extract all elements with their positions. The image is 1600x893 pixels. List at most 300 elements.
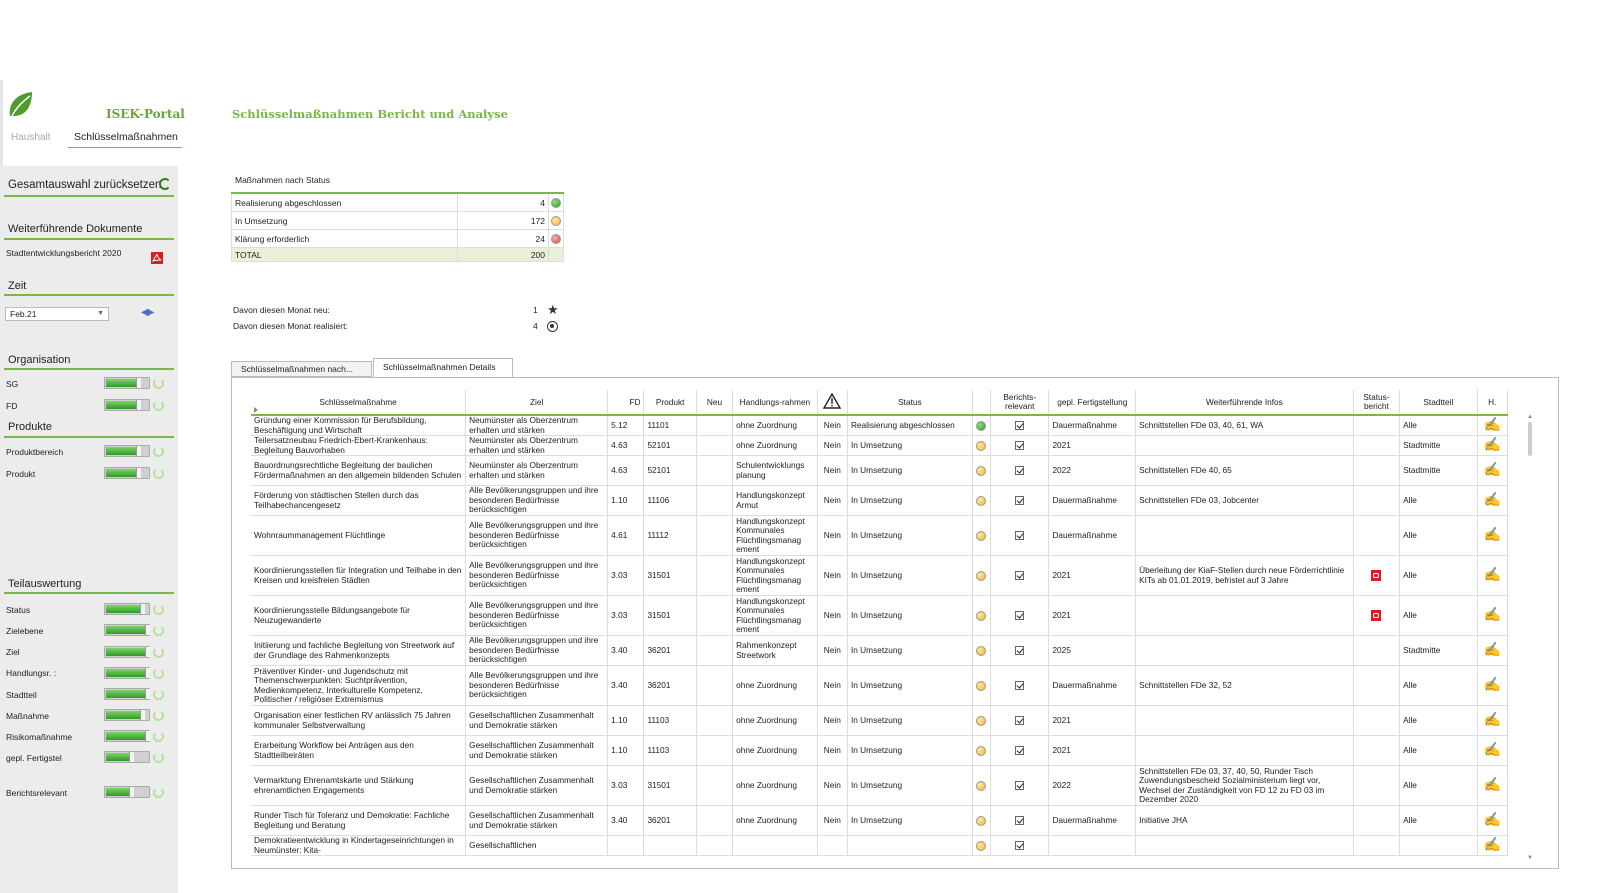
cell-edit — [1477, 836, 1507, 856]
filter-label-stadtteil: Stadtteil — [6, 690, 37, 700]
slider-fill — [106, 690, 148, 698]
col-header[interactable]: Berichts-relevant — [991, 390, 1049, 415]
cell-neu — [696, 436, 732, 456]
tab-nach[interactable]: Schlüsselmaßnahmen nach... — [231, 361, 372, 377]
table-row[interactable] — [251, 766, 1508, 806]
cell-ziel: Alle Bevölkerungsgruppen und ihre besonderen Bedürfnisse berücksichtigen — [466, 666, 608, 706]
status-red-icon — [551, 234, 561, 244]
scroll-down-icon[interactable]: ▼ — [1527, 855, 1533, 861]
slider-handle[interactable] — [145, 625, 150, 635]
cell-infos: Schnittstellen FDe 40, 65 — [1136, 456, 1354, 486]
cell-berichtsrelevant — [991, 486, 1049, 516]
slider-handle[interactable] — [140, 710, 145, 720]
cell-status-dot — [972, 636, 990, 666]
table-row[interactable] — [251, 806, 1508, 836]
filter-slider[interactable] — [104, 751, 150, 763]
col-header[interactable]: Schlüsselmaßnahme — [251, 390, 466, 415]
cell-fertigstellung: Dauermaßnahme — [1049, 666, 1136, 706]
cell-fertigstellung: 2021 — [1049, 556, 1136, 596]
berichtsrelevant-checkbox[interactable] — [1015, 611, 1024, 620]
cell-infos — [1136, 636, 1354, 666]
cell-fd — [608, 836, 644, 856]
cell-ziel: Neumünster als Oberzentrum erhalten und stärken — [466, 456, 608, 486]
monthly-realized-row — [233, 321, 563, 337]
cell-stadtteil: Alle — [1400, 666, 1478, 706]
status-dot-icon — [976, 441, 986, 451]
slider-handle[interactable] — [129, 752, 134, 762]
reset-filter-icon[interactable] — [153, 787, 164, 798]
edit-signature-icon[interactable]: ✍ — [1483, 565, 1502, 582]
cell-handlungsrahmen: ohne Zuordnung — [733, 436, 818, 456]
cell-ziel: Gesellschaftlichen — [466, 836, 608, 856]
cell-massnahme: Gründung einer Kommission für Berufsbildung, Beschäftigung und Wirtschaft — [251, 415, 466, 436]
cell-neu — [696, 706, 732, 736]
cell-fd: 3.40 — [608, 806, 644, 836]
cell-fertigstellung — [1049, 836, 1136, 856]
cell-handlungsrahmen: ohne Zuordnung — [733, 766, 818, 806]
cell-produkt: 31501 — [644, 596, 696, 636]
cell-handlungsrahmen: Handlungskonzept Armut — [733, 486, 818, 516]
cell-berichtsrelevant — [991, 666, 1049, 706]
table-row[interactable] — [251, 456, 1508, 486]
cell-fd: 1.10 — [608, 486, 644, 516]
zeit-select[interactable] — [5, 307, 109, 321]
col-header[interactable]: gepl. Fertigstellung — [1049, 390, 1136, 415]
docs-heading: Weiterführende Dokumente — [8, 223, 143, 235]
status-dot-icon — [976, 746, 986, 756]
berichtsrelevant-checkbox[interactable] — [1015, 496, 1024, 505]
cell-fertigstellung: 2021 — [1049, 706, 1136, 736]
col-header[interactable]: Status-bericht — [1353, 390, 1399, 415]
edit-signature-icon[interactable]: ✍ — [1483, 525, 1502, 542]
cell-fertigstellung: 2021 — [1049, 436, 1136, 456]
edit-signature-icon[interactable]: ✍ — [1483, 740, 1502, 757]
cell-edit — [1477, 556, 1507, 596]
cell-ziel: Gesellschaftlichen Zusammenhalt und Demokratie stärken — [466, 766, 608, 806]
cell-status-dot — [972, 456, 990, 486]
berichtsrelevant-checkbox[interactable] — [1015, 716, 1024, 725]
filter-slider[interactable] — [104, 445, 150, 457]
cell-berichtsrelevant — [991, 766, 1049, 806]
edit-signature-icon[interactable]: ✍ — [1483, 675, 1502, 692]
slider-handle[interactable] — [145, 668, 150, 678]
cell-infos: Schnittstellen FDe 03, 40, 61, WA — [1136, 415, 1354, 436]
reset-filter-icon[interactable] — [153, 752, 164, 763]
cell-fd: 3.03 — [608, 766, 644, 806]
cell-edit — [1477, 706, 1507, 736]
monthly-new-value: 1 — [533, 305, 538, 315]
status-row[interactable] — [232, 230, 564, 248]
cell-neu-flag: Nein — [817, 666, 847, 706]
cell-status: In Umsetzung — [847, 766, 972, 806]
berichtsrelevant-checkbox[interactable] — [1015, 781, 1024, 790]
cell-edit — [1477, 486, 1507, 516]
cell-neu — [696, 415, 732, 436]
pdf-icon[interactable] — [1371, 610, 1381, 621]
cell-status: Realisierung abgeschlossen — [847, 415, 972, 436]
status-dot-icon — [976, 681, 986, 691]
cell-edit — [1477, 736, 1507, 766]
edit-signature-icon[interactable]: ✍ — [1483, 710, 1502, 727]
cell-status-dot — [972, 556, 990, 596]
cell-stadtteil: Alle — [1400, 486, 1478, 516]
slider-fill — [106, 379, 139, 387]
table-row[interactable] — [251, 486, 1508, 516]
cell-infos — [1136, 736, 1354, 766]
cell-neu-flag: Nein — [817, 636, 847, 666]
scrollbar-thumb[interactable] — [1528, 422, 1532, 456]
filter-slider[interactable] — [104, 730, 150, 742]
cell-neu — [696, 486, 732, 516]
filter-sidebar — [0, 166, 178, 893]
col-header[interactable]: FD — [608, 390, 644, 415]
edit-signature-icon[interactable]: ✍ — [1483, 490, 1502, 507]
berichtsrelevant-checkbox[interactable] — [1015, 441, 1024, 450]
cell-infos: Schnittstellen FDe 03, Jobcenter — [1136, 486, 1354, 516]
cell-massnahme: Bauordnungsrechtliche Begleitung der baulichen Fördermaßnahmen an den allgemein bildenden Schulen — [251, 456, 466, 486]
cell-neu-flag: Nein — [817, 596, 847, 636]
pdf-icon[interactable] — [151, 252, 163, 264]
status-dot-icon — [976, 816, 986, 826]
cell-stadtteil: Alle — [1400, 736, 1478, 766]
edit-signature-icon[interactable]: ✍ — [1483, 435, 1502, 452]
status-row[interactable] — [232, 212, 564, 230]
col-header[interactable]: Ziel — [466, 390, 608, 415]
berichtsrelevant-checkbox[interactable] — [1015, 841, 1024, 850]
details-table — [251, 390, 1508, 856]
reset-filter-icon[interactable] — [153, 647, 164, 658]
filter-label-sg: SG — [6, 379, 19, 389]
status-label: Realisierung abgeschlossen — [232, 193, 458, 212]
filter-label-produkt: Produkt — [6, 469, 36, 479]
cell-status-dot — [972, 806, 990, 836]
berichtsrelevant-checkbox[interactable] — [1015, 571, 1024, 580]
cell-status: In Umsetzung — [847, 596, 972, 636]
cell-statusbericht — [1353, 806, 1399, 836]
filter-label-berichtsrelevant: Berichtsrelevant — [6, 788, 67, 798]
cell-produkt: 11103 — [644, 736, 696, 766]
cell-produkt: 11106 — [644, 486, 696, 516]
col-header[interactable]: Handlungs-rahmen — [733, 390, 818, 415]
zeit-select-value: Feb.21 — [10, 309, 37, 319]
cell-status — [847, 836, 972, 856]
edit-signature-icon[interactable]: ✍ — [1483, 605, 1502, 622]
table-row[interactable] — [251, 836, 1508, 856]
slider-handle[interactable] — [145, 689, 150, 699]
reset-icon[interactable] — [159, 178, 171, 190]
cell-fertigstellung: Dauermaßnahme — [1049, 806, 1136, 836]
cell-handlungsrahmen — [733, 836, 818, 856]
col-header[interactable]: Weiterführende Infos — [1136, 390, 1354, 415]
cell-statusbericht — [1353, 596, 1399, 636]
total-label: TOTAL — [232, 248, 458, 262]
cell-massnahme: Runder Tisch für Toleranz und Demokratie: Fachliche Begleitung und Beratung — [251, 806, 466, 836]
nav-haushalt[interactable]: Haushalt — [11, 132, 51, 143]
filter-slider[interactable] — [104, 786, 150, 798]
cell-edit — [1477, 456, 1507, 486]
slider-handle[interactable] — [145, 647, 150, 657]
status-summary-title: Maßnahmen nach Status — [235, 175, 330, 185]
status-dot-icon — [976, 716, 986, 726]
slider-handle[interactable] — [129, 787, 134, 797]
table-row[interactable] — [251, 736, 1508, 766]
cell-fd: 3.40 — [608, 666, 644, 706]
cell-status-dot — [972, 836, 990, 856]
cell-status: In Umsetzung — [847, 436, 972, 456]
cell-fd: 3.03 — [608, 556, 644, 596]
org-heading: Organisation — [8, 354, 71, 366]
cell-fertigstellung: 2025 — [1049, 636, 1136, 666]
filter-label-status: Status — [6, 605, 31, 615]
cell-handlungsrahmen: ohne Zuordnung — [733, 415, 818, 436]
cell-berichtsrelevant — [991, 706, 1049, 736]
cell-massnahme: Erarbeitung Workflow bei Anträgen aus den Stadtteilbeiräten — [251, 736, 466, 766]
cell-status-dot — [972, 415, 990, 436]
col-header[interactable]: H. — [1477, 390, 1507, 415]
tab-details[interactable]: Schlüsselmaßnahmen Details — [373, 358, 513, 378]
status-dot-icon — [976, 611, 986, 621]
table-scrollbar[interactable] — [1527, 414, 1533, 861]
cell-status-dot — [972, 596, 990, 636]
cell-infos: Überleitung der KiaF-Stellen durch neue Förderrichtlinie KITs ab 01.01.2019, befristet auf 3 Jahre — [1136, 556, 1354, 596]
cell-neu — [696, 456, 732, 486]
cell-neu-flag: Nein — [817, 806, 847, 836]
monthly-new-label: Davon diesen Monat neu: — [233, 305, 330, 315]
reset-filter-icon[interactable] — [153, 378, 164, 389]
cell-handlungsrahmen: ohne Zuordnung — [733, 736, 818, 766]
edit-signature-icon[interactable]: ✍ — [1483, 775, 1502, 792]
filter-slider[interactable] — [104, 399, 150, 411]
monthly-summary — [233, 302, 563, 337]
cell-statusbericht — [1353, 666, 1399, 706]
cell-stadtteil: Stadtmitte — [1400, 456, 1478, 486]
slider-handle[interactable] — [140, 604, 145, 614]
filter-label-fd: FD — [6, 401, 18, 411]
berichtsrelevant-checkbox[interactable] — [1015, 816, 1024, 825]
cell-neu-flag: Nein — [817, 436, 847, 456]
table-row[interactable] — [251, 596, 1508, 636]
filter-slider[interactable] — [104, 667, 150, 679]
cell-berichtsrelevant — [991, 516, 1049, 556]
cell-ziel: Neumünster als Oberzentrum erhalten und stärken — [466, 436, 608, 456]
reset-filter-icon[interactable] — [153, 604, 164, 615]
filter-label-massnahme: Maßnahme — [6, 711, 49, 721]
cell-status-dot — [972, 766, 990, 806]
status-count: 24 — [458, 230, 549, 248]
status-dot-icon — [976, 496, 986, 506]
cell-edit — [1477, 596, 1507, 636]
cell-berichtsrelevant — [991, 596, 1049, 636]
reset-filter-icon[interactable] — [153, 668, 164, 679]
cell-neu — [696, 556, 732, 596]
cell-neu-flag: Nein — [817, 516, 847, 556]
status-dot-icon — [976, 646, 986, 656]
status-count: 4 — [458, 193, 549, 212]
cell-statusbericht — [1353, 486, 1399, 516]
cell-infos — [1136, 706, 1354, 736]
cell-statusbericht — [1353, 766, 1399, 806]
target-icon — [547, 320, 558, 335]
table-row[interactable] — [251, 415, 1508, 436]
filter-slider[interactable] — [104, 688, 150, 700]
produkte-heading: Produkte — [8, 421, 53, 433]
slider-fill — [106, 469, 139, 477]
cell-ziel: Gesellschaftlichen Zusammenhalt und Demokratie stärken — [466, 736, 608, 766]
cell-fertigstellung: Dauermaßnahme — [1049, 486, 1136, 516]
edit-signature-icon[interactable]: ✍ — [1483, 640, 1502, 657]
reset-all-button[interactable]: Gesamtauswahl zurücksetzen — [8, 179, 162, 191]
cell-neu — [696, 666, 732, 706]
cell-produkt: 11112 — [644, 516, 696, 556]
scroll-up-icon[interactable]: ▲ — [1527, 414, 1533, 420]
details-panel — [231, 377, 1559, 869]
cell-infos: Schnittstellen FDe 03, 37, 40, 50, Runder Tisch Zuwendungsbescheid Sozialministerium liegt vor, Wechsel der Zuständigkeit von FD 12 zu FD 03 im Dezember 2020 — [1136, 766, 1354, 806]
reset-filter-icon[interactable] — [153, 468, 164, 479]
cell-stadtteil: Stadtmitte — [1400, 636, 1478, 666]
cell-handlungsrahmen: Handlungskonzept Kommunales Flüchtlingsmanag ement — [733, 556, 818, 596]
total-value: 200 — [458, 248, 549, 262]
filter-slider[interactable] — [104, 646, 150, 658]
cell-statusbericht — [1353, 456, 1399, 486]
cell-neu-flag: Nein — [817, 486, 847, 516]
cell-handlungsrahmen: ohne Zuordnung — [733, 706, 818, 736]
status-yellow-icon — [551, 216, 561, 226]
berichtsrelevant-checkbox[interactable] — [1015, 531, 1024, 540]
prev-next-arrows-icon[interactable]: ◀▶ — [141, 307, 153, 318]
cell-status-dot — [972, 706, 990, 736]
reset-filter-icon[interactable] — [153, 689, 164, 700]
cell-status: In Umsetzung — [847, 486, 972, 516]
cell-status-dot — [972, 486, 990, 516]
teil-heading: Teilauswertung — [8, 578, 82, 590]
cell-massnahme: Initiierung und fachliche Begleitung von Streetwork auf der Grundlage des Rahmenkonzepts — [251, 636, 466, 666]
slider-handle[interactable] — [145, 731, 150, 741]
nav-schluesselmassnahmen[interactable]: Schlüsselmaßnahmen — [68, 131, 182, 148]
slider-fill — [106, 648, 148, 656]
table-row[interactable] — [251, 436, 1508, 456]
cell-edit — [1477, 666, 1507, 706]
cell-edit — [1477, 415, 1507, 436]
cell-fd: 1.10 — [608, 736, 644, 766]
cell-ziel: Alle Bevölkerungsgruppen und ihre besonderen Bedürfnisse berücksichtigen — [466, 516, 608, 556]
slider-handle[interactable] — [136, 378, 141, 388]
berichtsrelevant-checkbox[interactable] — [1015, 466, 1024, 475]
cell-edit — [1477, 436, 1507, 456]
star-icon: ★ — [547, 302, 559, 317]
leaf-logo-icon — [6, 90, 36, 120]
berichtsrelevant-checkbox[interactable] — [1015, 681, 1024, 690]
cell-ziel: Gesellschaftlichen Zusammenhalt und Demokratie stärken — [466, 706, 608, 736]
edit-signature-icon[interactable]: ✍ — [1483, 460, 1502, 477]
edit-signature-icon[interactable]: ✍ — [1483, 835, 1502, 852]
cell-infos: Schnittstellen FDe 32, 52 — [1136, 666, 1354, 706]
reset-filter-icon[interactable] — [153, 446, 164, 457]
cell-infos — [1136, 436, 1354, 456]
status-dot-icon — [976, 421, 986, 431]
col-header[interactable]: Neu — [696, 390, 732, 415]
cell-produkt: 52101 — [644, 456, 696, 486]
portal-title: ISEK-Portal — [106, 107, 185, 121]
cell-status-dot — [972, 436, 990, 456]
cell-infos: Initiative JHA — [1136, 806, 1354, 836]
page-title: Schlüsselmaßnahmen Bericht und Analyse — [232, 107, 508, 121]
table-row[interactable] — [251, 556, 1508, 596]
filter-label-handlungsrahmen: Handlungsr. : — [6, 668, 57, 678]
cell-neu — [696, 516, 732, 556]
edit-signature-icon[interactable]: ✍ — [1483, 810, 1502, 827]
col-header[interactable]: Produkt — [644, 390, 696, 415]
table-row[interactable] — [251, 516, 1508, 556]
slider-handle[interactable] — [136, 400, 141, 410]
cell-neu — [696, 766, 732, 806]
cell-ziel: Gesellschaftlichen Zusammenhalt und Demokratie stärken — [466, 806, 608, 836]
filter-slider[interactable] — [104, 709, 150, 721]
filter-slider[interactable] — [104, 624, 150, 636]
berichtsrelevant-checkbox[interactable] — [1015, 646, 1024, 655]
table-row[interactable] — [251, 636, 1508, 666]
monthly-realized-value: 4 — [533, 321, 538, 331]
cell-status: In Umsetzung — [847, 706, 972, 736]
cell-berichtsrelevant — [991, 436, 1049, 456]
edit-signature-icon[interactable]: ✍ — [1483, 415, 1502, 432]
cell-berichtsrelevant — [991, 806, 1049, 836]
cell-massnahme: Vermarktung Ehrenamtskarte und Stärkung ehrenamtlichen Engagements — [251, 766, 466, 806]
reset-filter-icon[interactable] — [153, 731, 164, 742]
cell-stadtteil: Alle — [1400, 516, 1478, 556]
cell-statusbericht — [1353, 706, 1399, 736]
status-summary-table — [231, 192, 564, 262]
cell-stadtteil: Alle — [1400, 766, 1478, 806]
zeit-heading: Zeit — [8, 280, 27, 292]
warning-icon[interactable] — [817, 390, 847, 415]
cell-infos — [1136, 836, 1354, 856]
cell-berichtsrelevant — [991, 415, 1049, 436]
filter-slider[interactable] — [104, 377, 150, 389]
doc-link[interactable]: Stadtentwicklungsbericht 2020 — [6, 248, 122, 258]
col-header[interactable]: Status — [847, 390, 972, 415]
cell-stadtteil: Alle — [1400, 596, 1478, 636]
berichtsrelevant-checkbox[interactable] — [1015, 746, 1024, 755]
filter-slider[interactable] — [104, 467, 150, 479]
cell-ziel: Alle Bevölkerungsgruppen und ihre besonderen Bedürfnisse berücksichtigen — [466, 486, 608, 516]
slider-handle[interactable] — [136, 446, 141, 456]
cell-statusbericht — [1353, 436, 1399, 456]
table-row[interactable] — [251, 706, 1508, 736]
cell-handlungsrahmen: Handlungskonzept Kommunales Flüchtlingsmanag ement — [733, 596, 818, 636]
pdf-icon[interactable] — [1371, 570, 1381, 581]
col-header[interactable]: Stadtteil — [1400, 390, 1478, 415]
reset-filter-icon[interactable] — [153, 710, 164, 721]
cell-massnahme: Teilersatzneubau Friedrich-Ebert-Krankenhaus: Begleitung Bauvorhaben — [251, 436, 466, 456]
filter-slider[interactable] — [104, 603, 150, 615]
cell-fd: 3.40 — [608, 636, 644, 666]
cell-statusbericht — [1353, 636, 1399, 666]
cell-statusbericht — [1353, 556, 1399, 596]
cell-neu — [696, 806, 732, 836]
status-label: Klärung erforderlich — [232, 230, 458, 248]
status-row[interactable] — [232, 193, 564, 212]
reset-filter-icon[interactable] — [153, 625, 164, 636]
reset-filter-icon[interactable] — [153, 400, 164, 411]
slider-handle[interactable] — [136, 468, 141, 478]
cell-fertigstellung: Dauermaßnahme — [1049, 415, 1136, 436]
cell-stadtteil: Alle — [1400, 556, 1478, 596]
cell-stadtteil: Alle — [1400, 806, 1478, 836]
table-row[interactable] — [251, 666, 1508, 706]
cell-stadtteil — [1400, 836, 1478, 856]
berichtsrelevant-checkbox[interactable] — [1015, 421, 1024, 430]
cell-stadtteil: Alle — [1400, 706, 1478, 736]
